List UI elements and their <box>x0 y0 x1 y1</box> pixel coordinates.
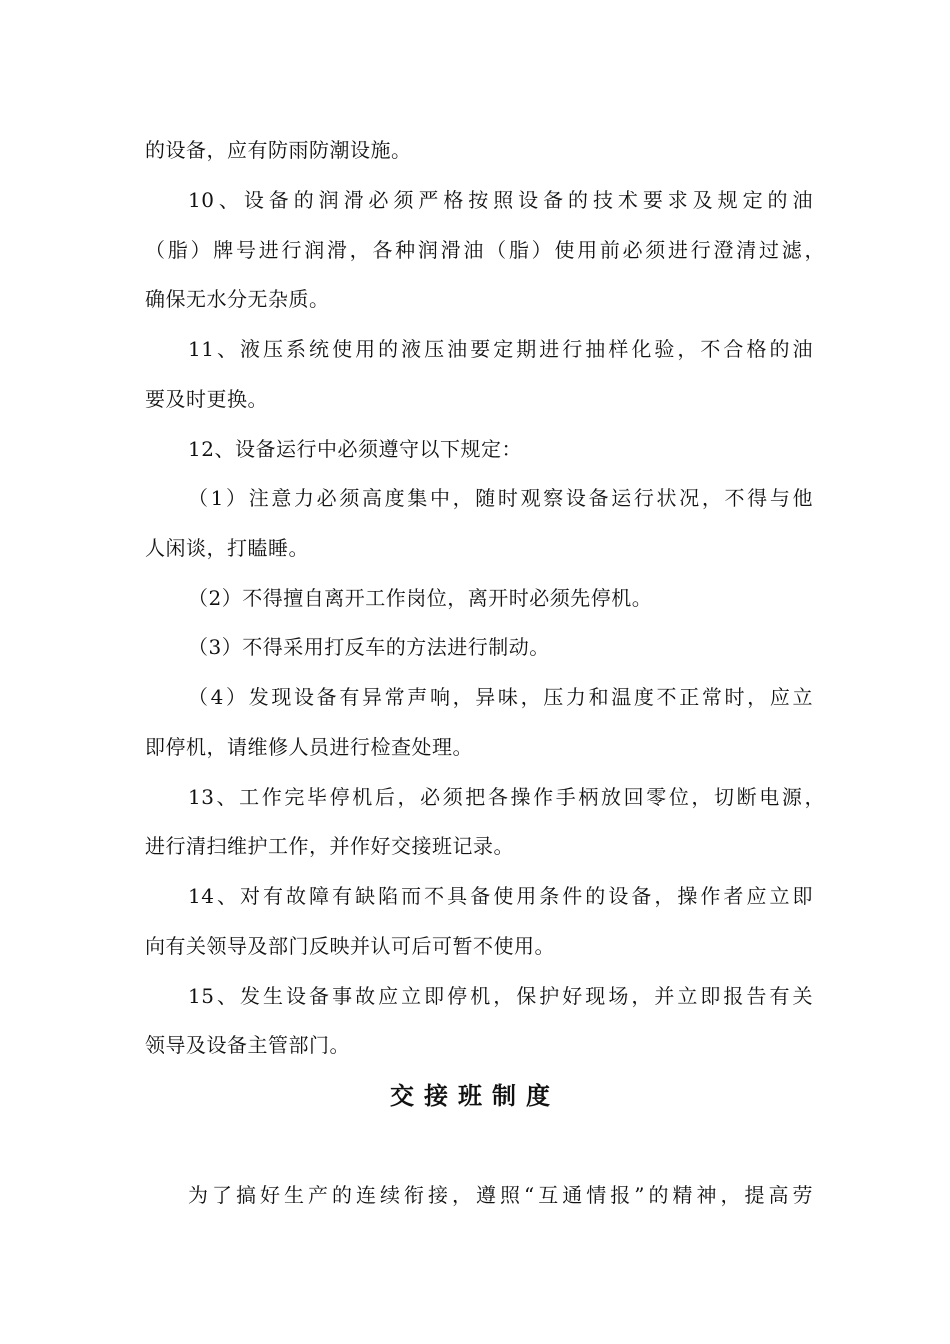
text-line: 确保无水分无杂质。 <box>145 287 330 311</box>
text-line: 向有关领导及部门反映并认可后可暂不使用。 <box>145 934 555 958</box>
text-line: 要及时更换。 <box>145 387 268 411</box>
text-line: （2）不得擅自离开工作岗位，离开时必须先停机。 <box>188 586 653 610</box>
text-line: （1）注意力必须高度集中，随时观察设备运行状况，不得与他 <box>188 486 813 510</box>
section-title: 交接班制度 <box>390 1081 560 1110</box>
text-line: 11、液压系统使用的液压油要定期进行抽样化验，不合格的油 <box>188 337 813 361</box>
text-line: 12、设备运行中必须遵守以下规定： <box>188 437 522 461</box>
text-line: 领导及设备主管部门。 <box>145 1033 350 1057</box>
text-line: 13、工作完毕停机后，必须把各操作手柄放回零位，切断电源， <box>188 785 825 809</box>
text-line: 14、对有故障有缺陷而不具备使用条件的设备，操作者应立即 <box>188 884 813 908</box>
text-line: 15、发生设备事故应立即停机，保护好现场，并立即报告有关 <box>188 984 813 1008</box>
text-line: 进行清扫维护工作，并作好交接班记录。 <box>145 834 514 858</box>
text-line: 即停机，请维修人员进行检查处理。 <box>145 735 473 759</box>
text-line: （3）不得采用打反车的方法进行制动。 <box>188 635 550 659</box>
text-line: （脂）牌号进行润滑，各种润滑油（脂）使用前必须进行澄清过滤， <box>145 238 825 262</box>
text-line: （4）发现设备有异常声响，异味，压力和温度不正常时，应立 <box>188 685 813 709</box>
text-line: 的设备，应有防雨防潮设施。 <box>145 138 412 162</box>
text-line: 为了搞好生产的连续衔接，遵照“互通情报”的精神，提高劳 <box>188 1183 813 1207</box>
text-line: 人闲谈，打瞌睡。 <box>145 536 309 560</box>
text-line: 10、设备的润滑必须严格按照设备的技术要求及规定的油 <box>188 188 813 212</box>
